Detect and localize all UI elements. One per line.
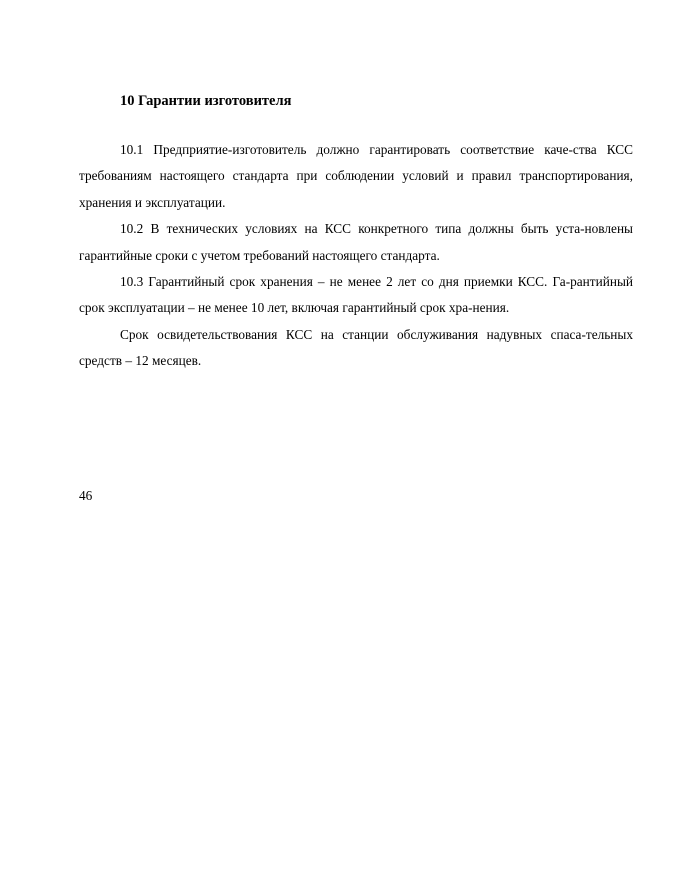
page-number: 46: [79, 488, 93, 503]
section-heading: 10 Гарантии изготовителя: [120, 93, 292, 109]
paragraph-inspection-period: Срок освидетельствования КСС на станции обслуживания надувных спаса-тельных средств – 12 месяцев.: [79, 326, 633, 369]
paragraph-10-1: 10.1 Предприятие-изготовитель должно гарантировать соответствие каче-ства КСС требованиям настоящего стандарта при соблюдении условий и правил транспортирования, хранения и эксплуатации.: [79, 142, 633, 210]
paragraph-10-2: 10.2 В технических условиях на КСС конкретного типа должны быть уста-новлены гарантийные сроки с учетом требований настоящего стандарта.: [79, 221, 633, 263]
section-body: [79, 137, 633, 375]
paragraph-10-3: 10.3 Гарантийный срок хранения – не менее 2 лет со дня приемки КСС. Га-рантийный срок эксплуатации – не менее 10 лет, включая гарантийный срок хра-нения.: [79, 274, 633, 316]
